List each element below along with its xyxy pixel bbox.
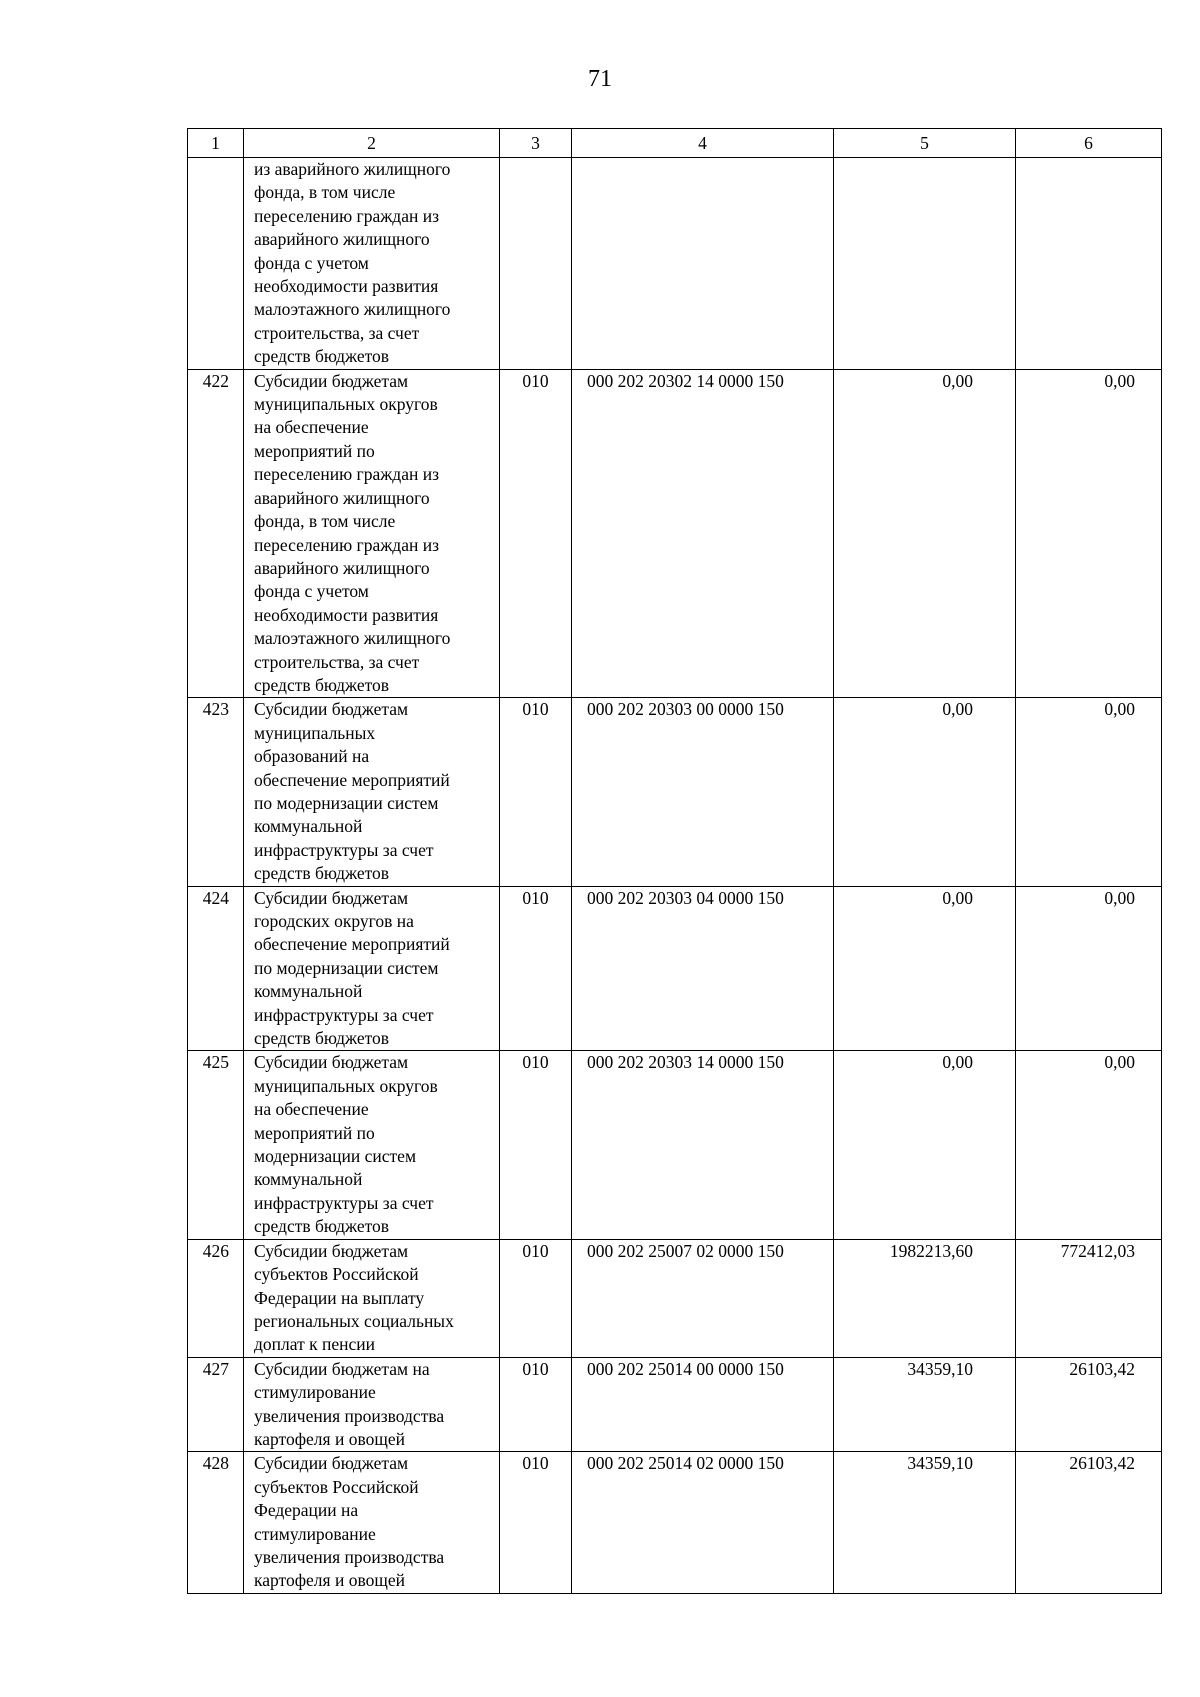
- row-admin-code: 010: [500, 886, 572, 1051]
- column-number-5: 5: [834, 129, 1016, 158]
- table-row: [188, 1452, 1162, 1593]
- row-description: Субсидии бюджетам городских округов на обеспечение мероприятий по модернизации систем коммунальной инфраструктуры за счет средств бюджетов: [244, 886, 500, 1051]
- row-number: 423: [188, 698, 244, 886]
- row-value-col6: 0,00: [1016, 369, 1162, 698]
- table-row: [188, 698, 1162, 886]
- budget-table: [187, 128, 1162, 1594]
- row-description: Субсидии бюджетам муниципальных округов на обеспечение мероприятий по модернизации систем коммунальной инфраструктуры за счет средств бюджетов: [244, 1051, 500, 1239]
- row-value-col5: 34359,10: [834, 1357, 1016, 1452]
- row-value-col6: [1016, 158, 1162, 370]
- row-number: 422: [188, 369, 244, 698]
- row-value-col5: 34359,10: [834, 1452, 1016, 1593]
- row-budget-code: 000 202 25014 02 0000 150: [572, 1452, 834, 1593]
- row-value-col6: 0,00: [1016, 886, 1162, 1051]
- column-number-4: 4: [572, 129, 834, 158]
- column-number-3: 3: [500, 129, 572, 158]
- row-value-col6: 0,00: [1016, 698, 1162, 886]
- table-row: [188, 369, 1162, 698]
- row-budget-code: 000 202 25007 02 0000 150: [572, 1239, 834, 1357]
- row-budget-code: 000 202 20303 14 0000 150: [572, 1051, 834, 1239]
- column-number-1: 1: [188, 129, 244, 158]
- row-value-col5: 0,00: [834, 698, 1016, 886]
- table-row: [188, 1357, 1162, 1452]
- row-value-col6: 0,00: [1016, 1051, 1162, 1239]
- row-description: Субсидии бюджетам субъектов Российской Федерации на выплату региональных социальных доплат к пенсии: [244, 1239, 500, 1357]
- column-number-row: [188, 129, 1162, 158]
- row-number: 425: [188, 1051, 244, 1239]
- budget-table-body: [188, 129, 1162, 1594]
- row-description: Субсидии бюджетам субъектов Российской Федерации на стимулирование увеличения производства картофеля и овощей: [244, 1452, 500, 1593]
- row-admin-code: 010: [500, 1239, 572, 1357]
- page-number: 71: [588, 66, 612, 92]
- table-row: [188, 1051, 1162, 1239]
- row-budget-code: 000 202 20302 14 0000 150: [572, 369, 834, 698]
- row-value-col5: 0,00: [834, 886, 1016, 1051]
- row-value-col5: 0,00: [834, 1051, 1016, 1239]
- column-number-6: 6: [1016, 129, 1162, 158]
- row-description: из аварийного жилищного фонда, в том числе переселению граждан из аварийного жилищного фонда с учетом необходимости развития малоэтажного жилищного строительства, за счет средств бюджетов: [244, 158, 500, 370]
- table-row: [188, 158, 1162, 370]
- row-budget-code: 000 202 25014 00 0000 150: [572, 1357, 834, 1452]
- row-number: 428: [188, 1452, 244, 1593]
- row-value-col6: 26103,42: [1016, 1357, 1162, 1452]
- row-admin-code: [500, 158, 572, 370]
- row-description: Субсидии бюджетам муниципальных округов на обеспечение мероприятий по переселению граждан из аварийного жилищного фонда, в том числе переселению граждан из аварийного жилищного фонда с учетом необходимости развития малоэтажного жилищного строительства, за счет средств бюджетов: [244, 369, 500, 698]
- row-budget-code: 000 202 20303 00 0000 150: [572, 698, 834, 886]
- row-admin-code: 010: [500, 698, 572, 886]
- table-row: [188, 886, 1162, 1051]
- row-number: [188, 158, 244, 370]
- row-value-col6: 26103,42: [1016, 1452, 1162, 1593]
- row-admin-code: 010: [500, 1452, 572, 1593]
- row-description: Субсидии бюджетам муниципальных образований на обеспечение мероприятий по модернизации систем коммунальной инфраструктуры за счет средств бюджетов: [244, 698, 500, 886]
- row-budget-code: [572, 158, 834, 370]
- row-number: 424: [188, 886, 244, 1051]
- row-admin-code: 010: [500, 1051, 572, 1239]
- column-number-2: 2: [244, 129, 500, 158]
- row-number: 427: [188, 1357, 244, 1452]
- row-value-col6: 772412,03: [1016, 1239, 1162, 1357]
- row-value-col5: 0,00: [834, 369, 1016, 698]
- row-budget-code: 000 202 20303 04 0000 150: [572, 886, 834, 1051]
- row-value-col5: 1982213,60: [834, 1239, 1016, 1357]
- table-row: [188, 1239, 1162, 1357]
- row-number: 426: [188, 1239, 244, 1357]
- row-value-col5: [834, 158, 1016, 370]
- row-description: Субсидии бюджетам на стимулирование увеличения производства картофеля и овощей: [244, 1357, 500, 1452]
- row-admin-code: 010: [500, 1357, 572, 1452]
- row-admin-code: 010: [500, 369, 572, 698]
